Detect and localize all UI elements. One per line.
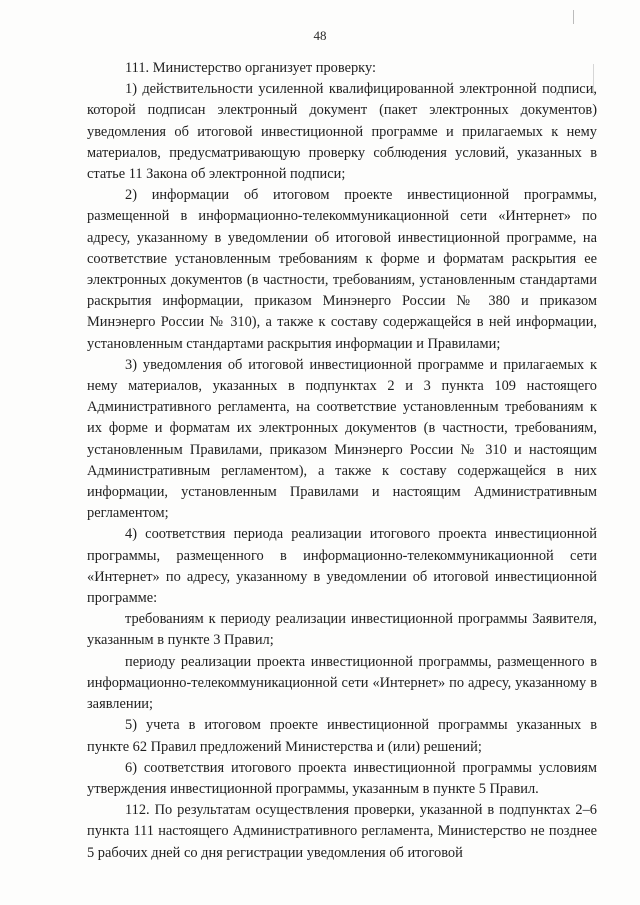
paragraph: периоду реализации проекта инвестиционной программы, размещенного в информационно-телекоммуникационной сети «Интернет» по адресу, указанному в заявлении; — [87, 653, 597, 713]
paragraph: 111. Министерство организует проверку: — [125, 60, 376, 76]
scan-mark — [573, 10, 574, 24]
document-body — [87, 58, 597, 900]
page-number: 48 — [313, 28, 327, 43]
paragraph: 112. По результатам осуществления проверки, указанной в подпунктах 2–6 пункта 111 настоящего Административного регламента, Министерство не позднее 5 рабочих дней со дня регистрации уведомления об итоговой — [87, 802, 597, 861]
paragraph: 2) информации об итоговом проекте инвестиционной программы, размещенной в информационно-телекоммуникационной сети «Интернет» по адресу, указанному в уведомлении об итоговой инвестиционной программе, на соответствие установленным требованиям к форме и форматам раскрытия ее электронных документов (в частности, требованиям, установленным стандартами раскрытия информации, приказом Минэнерго России № 380 и приказом Минэнерго России № 310), а также к составу содержащейся в ней информации, установленным стандартами раскрытия информации и Правилами; — [87, 187, 597, 352]
paragraph: 1) действительности усиленной квалифицированной электронной подписи, которой подписан электронный документ (пакет электронных документов) уведомления об итоговой инвестиционной программе и прилагаемых к нему материалов, предусматривающую проверку соблюдения условий, указанных в статье 11 Закона об электронной подписи; — [87, 81, 597, 183]
paragraph: требованиям к периоду реализации инвестиционной программы Заявителя, указанным в пункте 3 Правил; — [87, 611, 597, 649]
paragraph: 4) соответствия периода реализации итогового проекта инвестиционной программы, размещенного в информационно-телекоммуникационной сети «Интернет» по адресу, указанному в уведомлении об итоговой инвестиционной программе: — [87, 526, 597, 607]
paragraph: 5) учета в итоговом проекте инвестиционной программы указанных в пункте 62 Правил предложений Министерства и (или) решений; — [87, 717, 597, 755]
paragraph: 3) уведомления об итоговой инвестиционной программе и прилагаемых к нему материалов, указанных в подпунктах 2 и 3 пункта 109 настоящего Административного регламента, на соответствие установленным требованиям к их форме и форматам их электронных документов (в частности, требованиям, установленным Правилами, приказом Минэнерго России № 310 и настоящим Административным регламентом), а также к составу содержащейся в них информации, установленным Правилами и настоящим Административным регламентом; — [87, 356, 597, 522]
paragraph: 6) соответствия итогового проекта инвестиционной программы условиям утверждения инвестиционной программы, указанным в пункте 5 Правил. — [87, 759, 597, 797]
